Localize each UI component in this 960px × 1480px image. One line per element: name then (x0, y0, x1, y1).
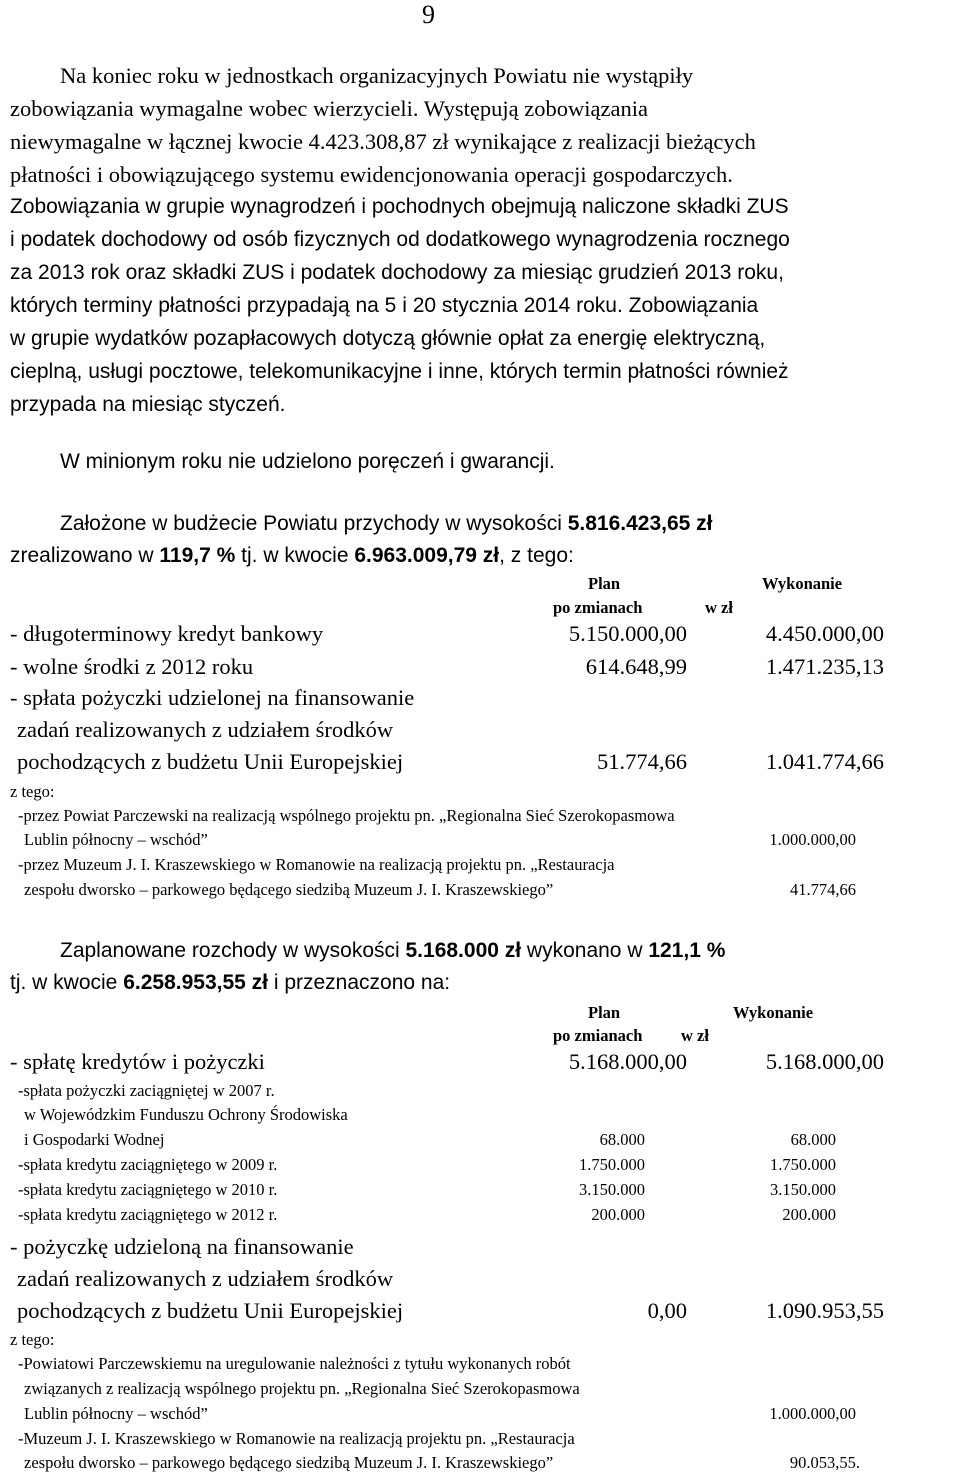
expenditures-header-exec: Wykonanie (733, 1003, 814, 1022)
liabilities-line-3: za 2013 rok oraz składki ZUS i podatek dochodowy za miesiąc grudzień 2013 roku, (10, 261, 784, 284)
repay-sub-exec: 200.000 (782, 1205, 836, 1224)
expenditures-detail-2-line-2: zespołu dworsko – parkowego będącego siedzibą Muzeum J. I. Kraszewskiego” (24, 1453, 554, 1472)
revenue-row-label: - spłata pożyczki udzielonej na finansowanie (10, 685, 415, 710)
revenue-row-exec: 1.041.774,66 (765, 749, 884, 774)
revenues-line-2 (10, 544, 574, 568)
revenue-row-label: - wolne środki z 2012 roku (10, 654, 254, 679)
revenue-row-exec: 1.471.235,13 (765, 654, 884, 679)
repay-sub-1-line-1: -spłata pożyczki zaciągniętej w 2007 r. (18, 1081, 275, 1100)
revenue-row-label: pochodzących z budżetu Unii Europejskiej (17, 749, 404, 774)
liabilities-line-1: Zobowiązania w grupie wynagrodzeń i pochodnych obejmują naliczone składki ZUS (10, 195, 789, 218)
revenues-line-1 (60, 512, 713, 536)
revenues-header-exec-2: w zł (705, 598, 733, 617)
liabilities-line-2: i podatek dochodowy od osób fizycznych od dodatkowego wynagrodzenia rocznego (10, 228, 790, 251)
revenues-ztego: z tego: (10, 782, 55, 801)
liabilities-line-4: których terminy płatności przypadają na 5 i 20 stycznia 2014 roku. Zobowiązania (10, 294, 759, 317)
page-number: 9 (422, 0, 435, 29)
expenditures-line-2-text-a: tj. w kwocie (10, 971, 124, 994)
repay-sub-row: -spłata kredytu zaciągniętego w 2012 r. (18, 1205, 278, 1224)
revenues-planned-amount: 5.816.423,65 zł (567, 512, 713, 535)
intro-line-3: niewymagalne w łącznej kwocie 4.423.308,87 zł wynikające z realizacji bieżących (10, 129, 756, 154)
intro-line-4: płatności i obowiązującego systemu ewidencjonowania operacji gospodarczych. (10, 162, 733, 187)
expenditures-line-2 (10, 971, 450, 995)
revenue-row-plan: 51.774,66 (597, 749, 687, 774)
intro-line-2: zobowiązania wymagalne wobec wierzycieli. Występują zobowiązania (10, 96, 648, 121)
revenues-detail-2-line-1: -przez Muzeum J. I. Kraszewskiego w Romanowie na realizacją projektu pn. „Restauracja (18, 855, 615, 874)
repay-sub-row: -spłata kredytu zaciągniętego w 2010 r. (18, 1180, 278, 1199)
revenue-row-label: zadań realizowanych z udziałem środków (17, 717, 394, 742)
revenue-row-label: - długoterminowy kredyt bankowy (10, 621, 324, 646)
expenditures-header-plan-2: po zmianach (553, 1026, 643, 1045)
expenditures-detail-1-amount: 1.000.000,00 (769, 1404, 856, 1423)
intro-line-1: Na koniec roku w jednostkach organizacyjnych Powiatu nie wystąpiły (60, 63, 694, 88)
revenues-header-plan: Plan (588, 574, 621, 593)
expenditures-detail-2-amount: 90.053,55. (789, 1453, 860, 1472)
repay-sub-1-line-3: i Gospodarki Wodnej (24, 1130, 165, 1149)
revenues-detail-1-amount: 1.000.000,00 (769, 830, 856, 849)
revenues-detail-2-line-2: zespołu dworsko – parkowego będącego siedzibą Muzeum J. I. Kraszewskiego” (24, 880, 554, 899)
loan-line-1: - pożyczkę udzieloną na finansowanie (10, 1234, 354, 1259)
repay-sub-plan: 1.750.000 (579, 1155, 645, 1174)
expenditures-planned-amount: 5.168.000 zł (405, 939, 522, 962)
repay-sub-row: -spłata kredytu zaciągniętego w 2009 r. (18, 1155, 278, 1174)
revenues-detail-2-amount: 41.774,66 (790, 880, 856, 899)
repay-sub-1-plan: 68.000 (599, 1130, 645, 1149)
expenditures-header-exec-2: w zł (681, 1026, 709, 1045)
expenditures-line-1 (60, 939, 725, 963)
repay-sub-exec: 3.150.000 (770, 1180, 836, 1199)
repay-exec: 5.168.000,00 (765, 1049, 884, 1074)
guarantees-text: W minionym roku nie udzielono poręczeń i gwarancji. (60, 450, 555, 473)
loan-line-3: pochodzących z budżetu Unii Europejskiej (17, 1298, 404, 1323)
expenditures-header-plan: Plan (588, 1003, 621, 1022)
expenditures-detail-2-line-1: -Muzeum J. I. Kraszewskiego w Romanowie na realizacją projektu pn. „Restauracja (18, 1429, 575, 1448)
revenues-detail-1-line-1: -przez Powiat Parczewski na realizacją wspólnego projektu pn. „Regionalna Sieć Szerokopasmowa (18, 806, 675, 825)
expenditures-detail-1-line-2: związanych z realizacją wspólnego projektu pn. „Regionalna Sieć Szerokopasmowa (24, 1379, 580, 1398)
expenditures-percent: 121,1 % (648, 939, 726, 962)
revenues-line-2-text-c: tj. w kwocie (235, 544, 355, 567)
revenues-header-plan-2: po zmianach (553, 598, 643, 617)
expenditures-ztego: z tego: (10, 1330, 55, 1349)
revenue-row-plan: 5.150.000,00 (568, 621, 687, 646)
revenues-line-1-text: Założone w budżecie Powiatu przychody w wysokości (60, 512, 568, 535)
loan-line-2: zadań realizowanych z udziałem środków (17, 1266, 394, 1291)
liabilities-line-5: w grupie wydatków pozapłacowych dotyczą głównie opłat za energię elektryczną, (10, 327, 766, 350)
repay-label: - spłatę kredytów i pożyczki (10, 1049, 265, 1074)
revenue-row-exec: 4.450.000,00 (765, 621, 884, 646)
repay-sub-plan: 200.000 (591, 1205, 645, 1224)
liabilities-line-7: przypada na miesiąc styczeń. (10, 393, 286, 416)
loan-plan: 0,00 (647, 1298, 687, 1323)
expenditures-line-2-text-c: i przeznaczono na: (268, 971, 451, 994)
revenues-detail-1-line-2: Lublin północny – wschód” (24, 830, 208, 849)
repay-sub-1-line-2: w Wojewódzkim Funduszu Ochrony Środowiska (24, 1105, 348, 1124)
revenues-executed-amount: 6.963.009,79 zł (354, 544, 500, 567)
liabilities-line-6: cieplną, usługi pocztowe, telekomunikacyjne i inne, których termin płatności również (10, 360, 789, 383)
repay-sub-1-exec: 68.000 (790, 1130, 836, 1149)
revenues-percent: 119,7 % (159, 544, 236, 567)
repay-sub-exec: 1.750.000 (770, 1155, 836, 1174)
repay-plan: 5.168.000,00 (568, 1049, 687, 1074)
expenditures-detail-1-line-3: Lublin północny – wschód” (24, 1404, 208, 1423)
expenditures-executed-amount: 6.258.953,55 zł (123, 971, 268, 994)
expenditures-line-1-text-c: wykonano w (521, 939, 649, 962)
repay-sub-plan: 3.150.000 (579, 1180, 645, 1199)
revenues-header-exec: Wykonanie (762, 574, 843, 593)
expenditures-line-1-text-a: Zaplanowane rozchody w wysokości (60, 939, 406, 962)
revenues-line-2-text-a: zrealizowano w (10, 544, 160, 567)
revenues-line-2-text-e: , z tego: (499, 544, 574, 567)
loan-exec: 1.090.953,55 (765, 1298, 884, 1323)
revenue-row-plan: 614.648,99 (585, 654, 687, 679)
expenditures-detail-1-line-1: -Powiatowi Parczewskiemu na uregulowanie należności z tytułu wykonanych robót (18, 1354, 571, 1373)
